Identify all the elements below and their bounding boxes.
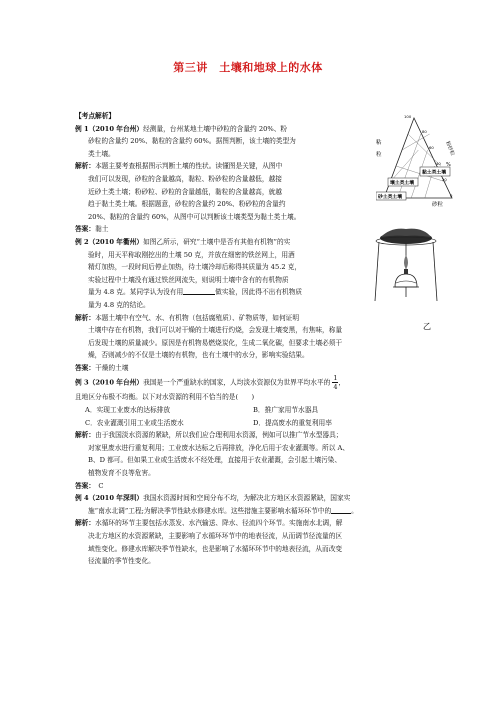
ex4-blank: [331, 505, 351, 514]
tick-60: 60: [429, 145, 434, 150]
ex1-question-line3: 类土壤。: [88, 149, 115, 158]
ex4-question-line1: 例 4（2010 年深圳）我国水资源时间和空间分布不均，为解决北方地区水资源紧缺，国家实: [75, 494, 351, 503]
loam-region-label: 壤土类土壤: [390, 181, 414, 186]
ex3-analysis-line3: B、D 都可。但如果工业或生活废水不经处理，直接用于农业灌溉，会引起土壤污染、: [88, 456, 342, 465]
ex4-question-line2: 施“南水北调”工程;为解决季节性缺水修建水库。这些措施主要影响水循环环节中的 。: [88, 506, 358, 515]
clay-axis-label-2: 粒: [376, 152, 382, 158]
ex3-analysis-line1: 解析：由于我国淡水资源的紧缺，所以我们应合理利用水资源，例如可以推广节水型器具；: [75, 431, 343, 440]
soil-on-wire-mesh: [376, 229, 436, 245]
ex1-analysis-line2: 我们可以发现，砂粒的含量越高，黏粒、粉砂粒的含量越低，越接: [88, 174, 282, 183]
ex2-question-line4: 实验过程中土壤没有通过铁丝网流失，则说明土壤中含有的有机物质: [88, 275, 289, 284]
ex4-analysis-line3: 域性变化。修建水库解决季节性缺水，也是影响了水循环环节中的地表径流，从而改变: [88, 544, 343, 553]
ex4-analysis-line1: 解析：水循环的环节主要包括水蒸发、水汽输送、降水、径流四个环节。实施南水北调，解: [75, 519, 343, 528]
ex2-question-line3: 精灯加热，一段时间后停止加热，待土壤冷却后称得其质量为 45.2 克，: [88, 263, 302, 272]
clay-region-label: 黏土类土壤: [422, 170, 446, 176]
ex2-analysis-line3: 后发现土壤的质量减少。原因是有机物易燃烧炭化，生成二氧化碳，但要求土壤必须干: [88, 338, 343, 347]
tick-0: 0: [450, 193, 453, 198]
option-d: D．提高废水的重复利用率: [253, 418, 332, 427]
ex1-analysis-line3: 近砂土类土壤；粉砂粒、砂粒的含量越低，黏粒的含量越高，就越: [88, 187, 282, 196]
ex2-question-line5: 量为 4.8 克。某同学认为没有用 做实验，因此得不出有机物质: [88, 288, 303, 297]
sand-axis-label: 砂粒: [432, 202, 444, 208]
document-body: [75, 110, 421, 568]
ex2-question-line2: 验时，用天平称取刚挖出的土壤 50 克，并放在细密的铁丝网上，用酒: [88, 250, 295, 259]
option-b: B．推广家用节水器具: [253, 406, 319, 415]
tick-80: 80: [422, 129, 427, 134]
ex2-question-line6: 量为 4.8 克的结论。: [88, 300, 150, 309]
ex4-analysis-line4: 径流量的季节性变化。: [88, 557, 155, 566]
ex3-analysis-line4: 植物发育不良等危害。: [88, 469, 155, 478]
page-title: 第三讲 土壤和地球上的水体: [173, 61, 323, 74]
figure-label: 乙: [423, 322, 431, 331]
soil-texture-triangle: [376, 112, 460, 208]
tick-100: 100: [404, 114, 412, 119]
ex1-analysis-line4: 趋于黏土类土壤。根据题意，砂粒的含量约 20%、粉砂粒的含量约: [88, 200, 286, 209]
percent-sign: %: [446, 162, 451, 168]
ex2-analysis-line4: 燥，否则减少的不仅是土壤的有机物，也有土壤中的水分，影响实验结果。: [88, 351, 309, 360]
fraction-one-quarter: $\frac{1}{4}$: [333, 374, 338, 392]
tick-40: 40: [436, 161, 441, 166]
ex2-answer: 答案：干燥的土壤: [75, 363, 129, 372]
ex2-analysis-line2: 土壤中存在有机物，我们可以对干燥的土壤进行灼烧，会发现土壤变黑，有焦味，称量: [88, 326, 343, 335]
ex3-options-row2: [75, 417, 421, 430]
clay-axis-label-1: 粘: [376, 140, 382, 146]
ex1-analysis-line1: 解析：本题主要考查根据图示判断土壤的性状。读懂图是关键，从图中: [75, 162, 283, 171]
ex2-question-line1: 例 2（2010 年衢州）如图乙所示，研究“土壤中是否有其他有机物”的实: [75, 237, 291, 246]
triangle-grid: [390, 134, 446, 198]
ex3-analysis-line2: 对家里废水进行重复利用；工业废水达标之后再排放，净化后用于农业灌溉等。所以 A、: [88, 443, 350, 452]
sand-region-label: 砂土类土壤: [378, 195, 402, 200]
tick-20: 20: [442, 177, 447, 182]
ex1-question-line2: 砂粒的含量约 20%、黏粒的含量约 60%。据图判断，该土壤的类型为: [88, 137, 296, 146]
ex1-question-line1: 例 1（2010 年台州）经测量，台州某地土壤中砂粒的含量约 20%、粉: [75, 124, 288, 133]
ex4-analysis-line2: 决北方地区的水资源紧缺，主要影响了水循环环节中的地表径流，从而调节径流量的区: [88, 532, 343, 540]
heating-apparatus-figure: [371, 225, 441, 332]
option-a: A．实现工业废水的达标排放: [85, 406, 171, 415]
ex3-question-line1: 例 3（2010 年台州）我国是一个严重缺水的国家，人均淡水资源仅为世界平均水平的 $\frac{1}{4}$ ，: [75, 374, 346, 392]
ex3-question-line2: 且地区分布极不均衡。以下对水资源的利用不恰当的是( ): [75, 393, 255, 402]
ex3-answer: 答案： C: [75, 481, 104, 490]
ex1-answer: 答案：黏土: [75, 225, 109, 234]
ex2-analysis-line1: 解析：本题土壤中有空气、水、有机物（包括腐殖质）、矿物质等，如何证明: [75, 313, 300, 322]
ex2-blank: [183, 286, 215, 295]
ex3-options-row1: [75, 404, 421, 417]
ex1-analysis-line5: 20%、黏粒的含量约 60%，从图中可以判断该土壤类型为黏土类土壤。: [88, 212, 301, 221]
silt-axis-label: 粉砂粒: [444, 140, 456, 157]
alcohol-lamp: [393, 255, 419, 287]
option-c: C．农业灌溉引用工业或生活废水: [85, 418, 184, 427]
section-heading: 【考点解析】: [75, 112, 116, 120]
